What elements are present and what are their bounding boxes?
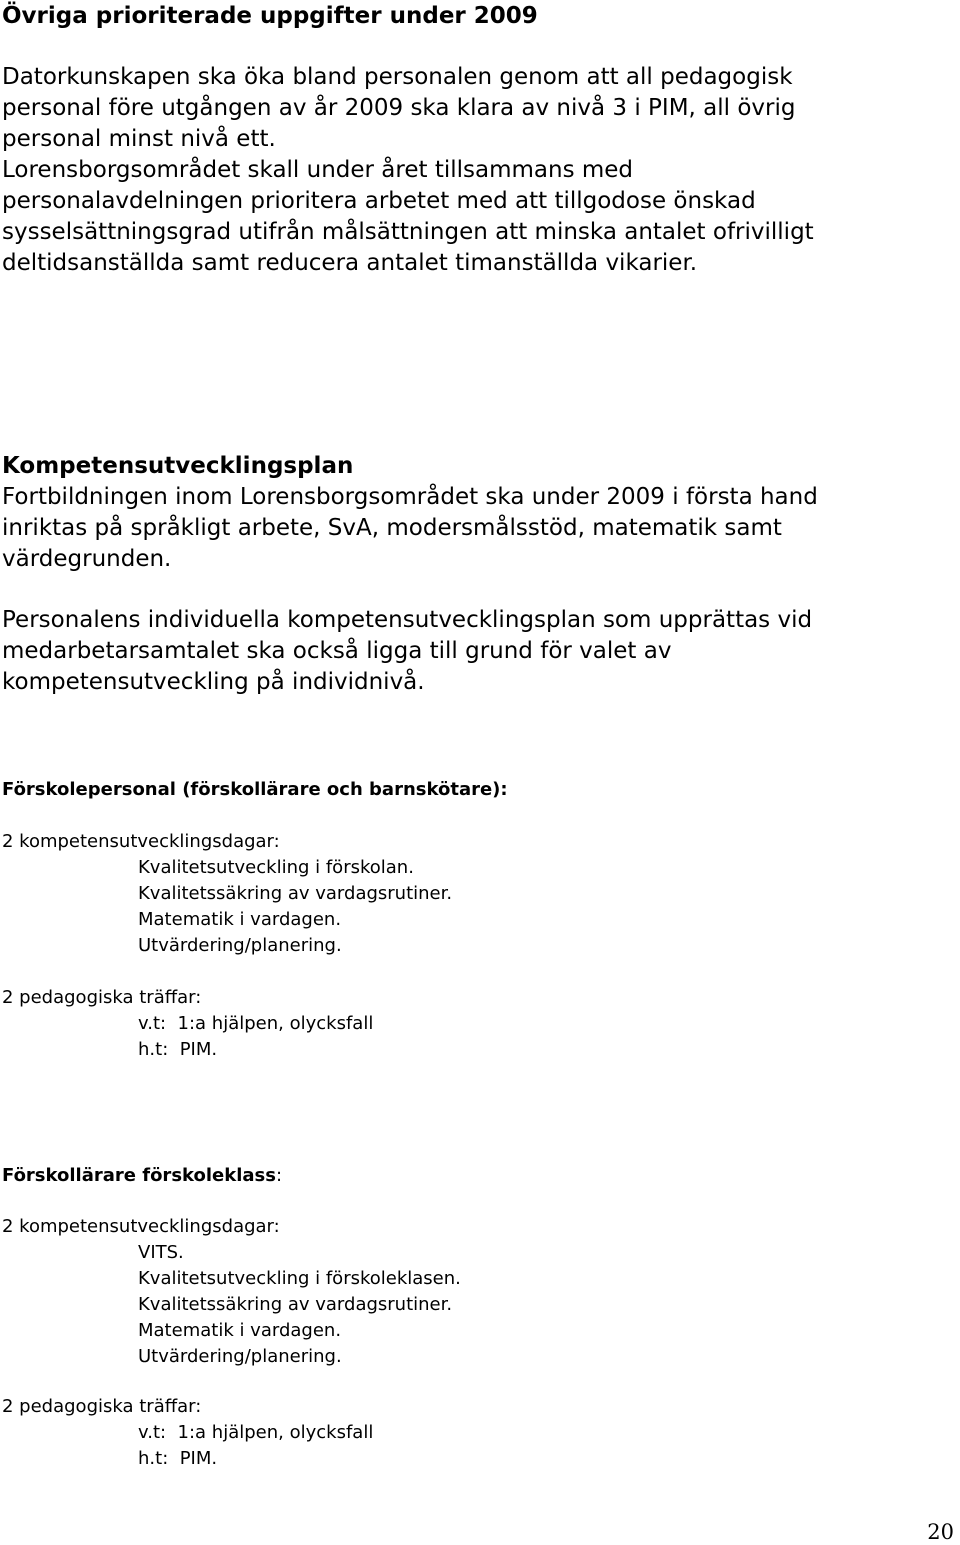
list-item: Utvärdering/planering. [138, 1346, 342, 1367]
paragraph-line: kompetensutveckling på individnivå. [2, 669, 425, 695]
list-item: VITS. [138, 1242, 184, 1263]
list-item: Kvalitetsutveckling i förskoleklasen. [138, 1268, 461, 1289]
subsection-heading [2, 1163, 282, 1189]
paragraph-line: inriktas på språkligt arbete, SvA, modersmålsstöd, matematik samt [2, 515, 782, 541]
list-item: Kvalitetsutveckling i förskolan. [138, 857, 414, 878]
list-item: Kvalitetssäkring av vardagsrutiner. [138, 1294, 453, 1315]
paragraph-line: personalavdelningen prioritera arbetet med att tillgodose önskad [2, 188, 756, 214]
paragraph-line: Personalens individuella kompetensutvecklingsplan som upprättas vid [2, 607, 813, 633]
paragraph-line: Fortbildningen inom Lorensborgsområdet ska under 2009 i första hand [2, 484, 818, 510]
paragraph-line: Lorensborgsområdet skall under året tillsammans med [2, 157, 634, 183]
section-heading: Övriga prioriterade uppgifter under 2009 [2, 3, 538, 29]
list-label: 2 pedagogiska träffar: [2, 987, 202, 1008]
list-item: Utvärdering/planering. [138, 935, 342, 956]
paragraph-line: personal före utgången av år 2009 ska klara av nivå 3 i PIM, all övrig [2, 95, 796, 121]
list-item: v.t: 1:a hjälpen, olycksfall [138, 1422, 374, 1443]
list-item: Matematik i vardagen. [138, 909, 342, 930]
list-item: Kvalitetssäkring av vardagsrutiner. [138, 883, 453, 904]
subsection-heading: Förskolepersonal (förskollärare och barnskötare): [2, 779, 508, 800]
paragraph-line: medarbetarsamtalet ska också ligga till grund för valet av [2, 638, 672, 664]
subsection-heading-text: Förskollärare förskoleklass [2, 1165, 276, 1186]
list-item: Matematik i vardagen. [138, 1320, 342, 1341]
list-label: 2 kompetensutvecklingsdagar: [2, 1216, 280, 1237]
paragraph-line: värdegrunden. [2, 546, 172, 572]
list-label: 2 kompetensutvecklingsdagar: [2, 831, 280, 852]
list-item: h.t: PIM. [138, 1448, 218, 1469]
section-heading: Kompetensutvecklingsplan [2, 453, 354, 479]
list-item: h.t: PIM. [138, 1039, 218, 1060]
paragraph-line: deltidsanställda samt reducera antalet timanställda vikarier. [2, 250, 698, 276]
paragraph-line: personal minst nivå ett. [2, 126, 276, 152]
page-number: 20 [927, 1520, 954, 1544]
list-item: v.t: 1:a hjälpen, olycksfall [138, 1013, 374, 1034]
paragraph-line: sysselsättningsgrad utifrån målsättningen att minska antalet ofrivilligt [2, 219, 814, 245]
subsection-heading-suffix: : [275, 1165, 283, 1186]
paragraph-line: Datorkunskapen ska öka bland personalen genom att all pedagogisk [2, 64, 793, 90]
list-label: 2 pedagogiska träffar: [2, 1396, 202, 1417]
